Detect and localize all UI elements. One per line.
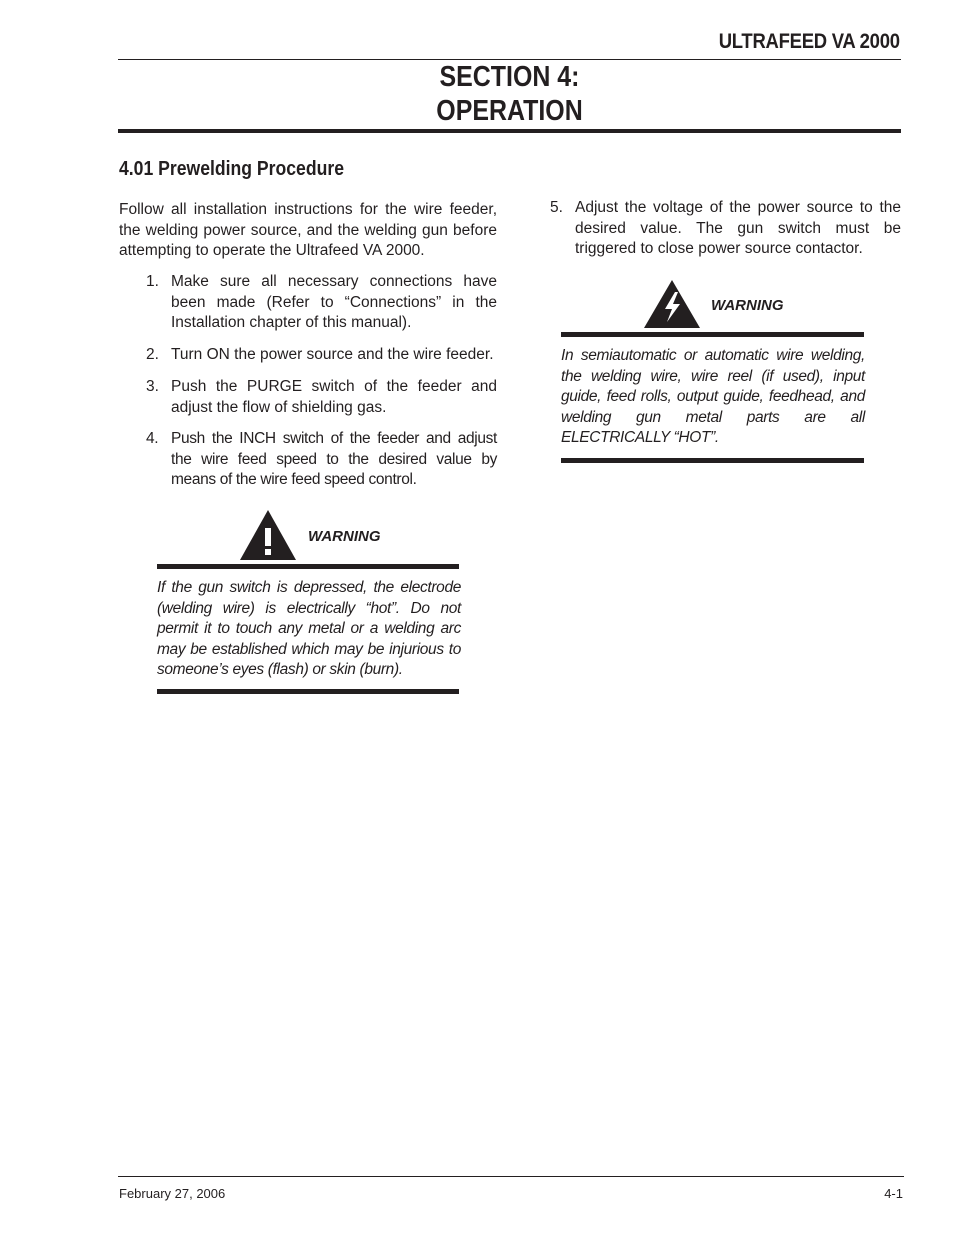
warning-bar-top: [157, 564, 459, 569]
step-text: Adjust the voltage of the power source to the desired value. The gun switch must be triggered to close power source contactor.: [575, 199, 901, 257]
electric-shock-triangle-icon: [642, 278, 702, 330]
step-number: 5.: [550, 199, 563, 216]
section-title-line1: SECTION 4:: [439, 61, 580, 93]
step-number: 3.: [146, 378, 159, 395]
warning-bar-bottom: [561, 458, 864, 463]
warning-bar-bottom: [157, 689, 459, 694]
step-text: Push the PURGE switch of the feeder and adjust the flow of shielding gas.: [171, 378, 497, 416]
exclamation-triangle-icon: [238, 508, 298, 562]
step-5: [550, 198, 901, 260]
warning-text: In semiautomatic or automatic wire welding, the welding wire, wire reel (if used), input guide, feed rolls, output guide, feedhead, and welding gun metal parts are all ELECTRICALLY “HOT”.: [561, 347, 865, 446]
footer-date: February 27, 2006: [119, 1186, 226, 1201]
subsection-heading: 4.01 Prewelding Procedure: [119, 158, 344, 180]
footer-rule: [118, 1176, 904, 1177]
warning-label: WARNING: [711, 297, 784, 314]
page-number: 4-1: [884, 1186, 903, 1201]
warning-bar-top: [561, 332, 864, 337]
section-title-line2: OPERATION: [436, 95, 583, 127]
warning-text: If the gun switch is depressed, the electrode (welding wire) is electrically “hot”. Do not permit it to touch any metal or a welding arc may be established which may be injurious to someone’s eyes (flash) or skin (burn).: [157, 579, 461, 678]
warning-label: WARNING: [308, 528, 381, 545]
step-number: 2.: [146, 346, 159, 363]
step-text: Make sure all necessary connections have been made (Refer to “Connections” in the Installation chapter of this manual).: [171, 273, 497, 331]
product-name: ULTRAFEED VA 2000: [718, 30, 900, 53]
step-text: Push the INCH switch of the feeder and adjust the wire feed speed to the desired value by means of the wire feed speed control.: [171, 430, 497, 488]
step-1: [146, 272, 497, 334]
intro-paragraph: Follow all installation instructions for the wire feeder, the welding power source, and the welding gun before attempting to operate the Ultrafeed VA 2000.: [119, 201, 497, 259]
step-2: [146, 345, 501, 366]
step-number: 4.: [146, 430, 159, 447]
step-4: [146, 429, 497, 491]
step-number: 1.: [146, 273, 159, 290]
section-title: [173, 60, 846, 128]
section-rule: [118, 129, 901, 133]
step-text: Turn ON the power source and the wire feeder.: [171, 346, 494, 363]
step-3: [146, 377, 497, 418]
